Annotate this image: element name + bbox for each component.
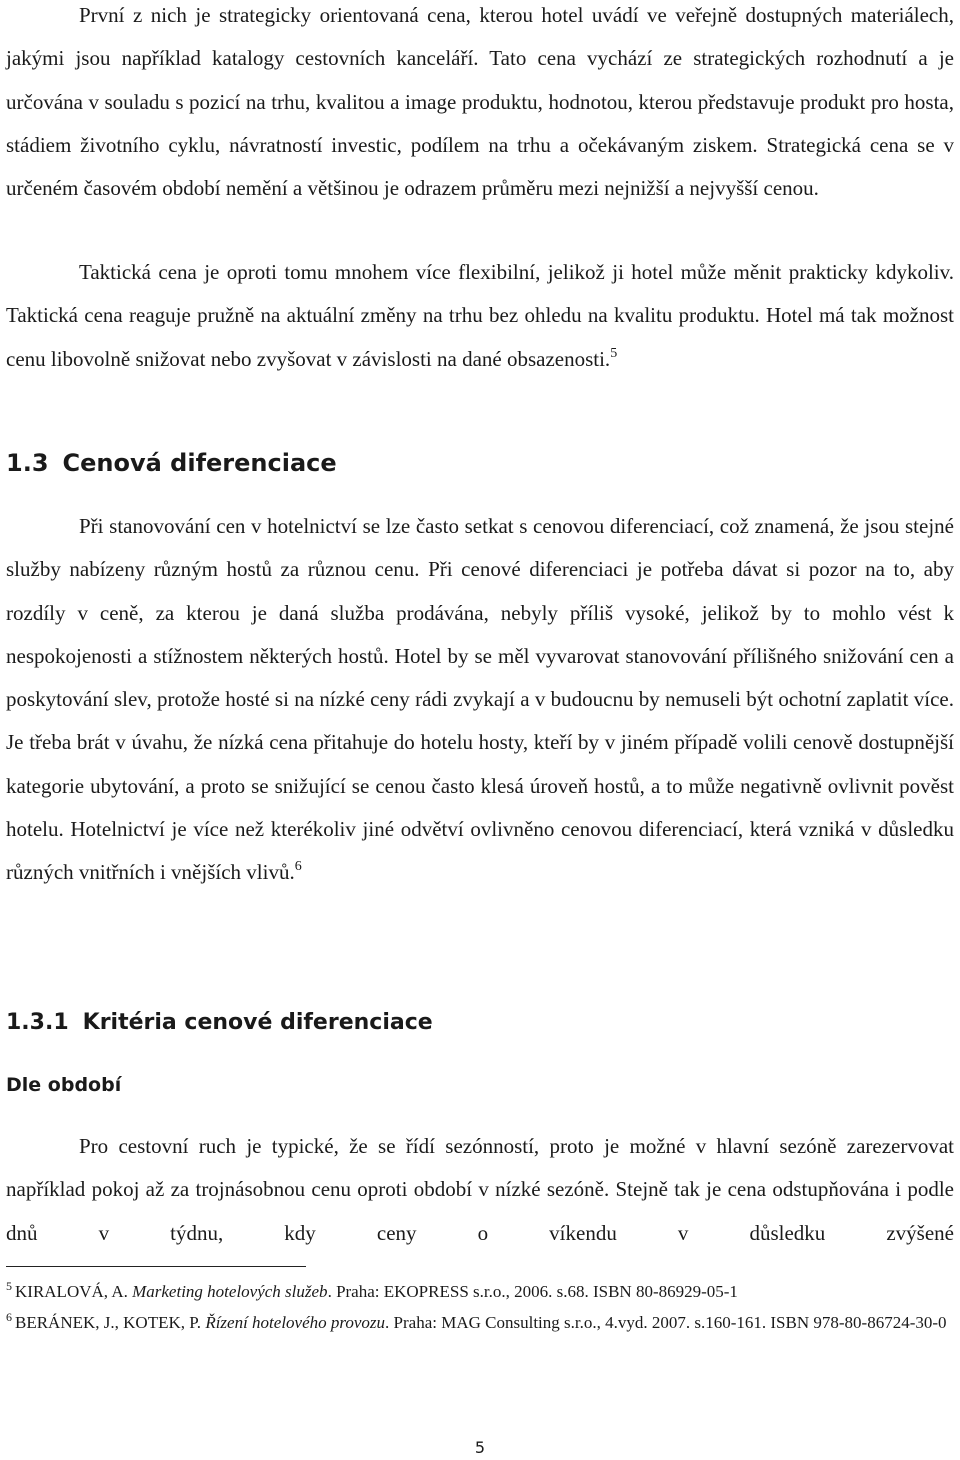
footnote-authors: BERÁNEK, J., KOTEK, P. bbox=[15, 1313, 206, 1332]
paragraph-text: Pro cestovní ruch je typické, že se řídí sezónností, proto je možné v hlavní sezóně zarezervovat například pokoj až za trojnásobnou cenu oproti období v nízké sezóně. Stejně tak je cena odstupňována i podle dnů v týdnu, kdy ceny o víkendu v důsledku zvýšené bbox=[6, 1134, 954, 1245]
paragraph-text: Taktická cena je oproti tomu mnohem více flexibilní, jelikož ji hotel může měnit prakticky kdykoliv. Taktická cena reaguje pružně na aktuální změny na trhu bez ohledu na kvalitu produktu. Hotel má tak možnost cenu libovolně snižovat nebo zvyšovat v závislosti na dané obsazenosti. bbox=[6, 260, 954, 371]
footnote-5 bbox=[6, 1278, 954, 1305]
footnote-details: . Praha: MAG Consulting s.r.o., 4.vyd. 2007. s.160-161. ISBN 978-80-86724-30-0 bbox=[385, 1313, 947, 1332]
footnote-separator bbox=[6, 1266, 306, 1267]
footnote-number: 5 bbox=[6, 1279, 12, 1293]
section-number: 1.3.1 bbox=[6, 1010, 69, 1035]
footnote-title: Marketing hotelových služeb bbox=[132, 1282, 328, 1301]
footnote-details: . Praha: EKOPRESS s.r.o., 2006. s.68. ISBN 80-86929-05-1 bbox=[327, 1282, 738, 1301]
footnote-6 bbox=[6, 1309, 954, 1336]
paragraph-tactical-price bbox=[6, 251, 954, 381]
section-title: Cenová diferenciace bbox=[62, 449, 337, 477]
paragraph-strategic-price bbox=[6, 0, 954, 210]
paragraph-text: První z nich je strategicky orientovaná cena, kterou hotel uvádí ve veřejně dostupných materiálech, jakými jsou například katalogy cestovních kanceláří. Tato cena vychází ze strategických rozhodnutí a je určována v souladu s pozicí na trhu, kvalitou a image produktu, hodnotou, kterou představuje produkt pro hosta, stádiem životního cyklu, návratností investic, podílem na trhu a očekávaným ziskem. Strategická cena se v určeném časovém období nemění a většinou je odrazem průměru mezi nejnižší a nejvyšší cenou. bbox=[6, 3, 954, 201]
section-heading-1-3 bbox=[6, 449, 337, 477]
subheading: Dle období bbox=[6, 1074, 122, 1096]
footnotes bbox=[6, 1278, 954, 1340]
footnote-ref[interactable]: 5 bbox=[610, 345, 618, 361]
footnote-authors: KIRALOVÁ, A. bbox=[15, 1282, 133, 1301]
page-number: 5 bbox=[474, 1438, 486, 1457]
paragraph-text: Při stanovování cen v hotelnictví se lze často setkat s cenovou diferenciací, což znamená, že jsou stejné služby nabízeny různým hostů za různou cenu. Při cenové diferenciaci je potřeba dávat si pozor na to, aby rozdíly v ceně, za kterou je daná služba prodávána, nebyly příliš vysoké, jelikož by to mohlo vést k nespokojenosti a stížnostem některých hostů. Hotel by se měl vyvarovat stanovování přílišného snižování cen a poskytování slev, protože hosté si na nízké ceny rádi zvykají a v budoucnu by nemuseli být ochotní zaplatit více. Je třeba brát v úvahu, že nízká cena přitahuje do hotelu hosty, kteří by v jiném případě volili cenově dostupnější kategorie ubytování, a proto se snižující se cenou často klesá úroveň hostů, a to může negativně ovlivnit pověst hotelu. Hotelnictví je více než kterékoliv jiné odvětví ovlivněno cenovou diferenciací, která vzniká v důsledku různých vnitřních i vnějších vlivů. bbox=[6, 514, 954, 885]
footnote-title: Řízení hotelového provozu bbox=[205, 1313, 386, 1332]
paragraph-seasonality bbox=[6, 1125, 954, 1255]
footnote-ref[interactable]: 6 bbox=[294, 859, 302, 875]
section-heading-1-3-1 bbox=[6, 1010, 433, 1035]
section-title: Kritéria cenové diferenciace bbox=[82, 1010, 433, 1035]
footnote-number: 6 bbox=[6, 1310, 12, 1324]
section-number: 1.3 bbox=[6, 449, 49, 477]
paragraph-price-differentiation bbox=[6, 505, 954, 895]
